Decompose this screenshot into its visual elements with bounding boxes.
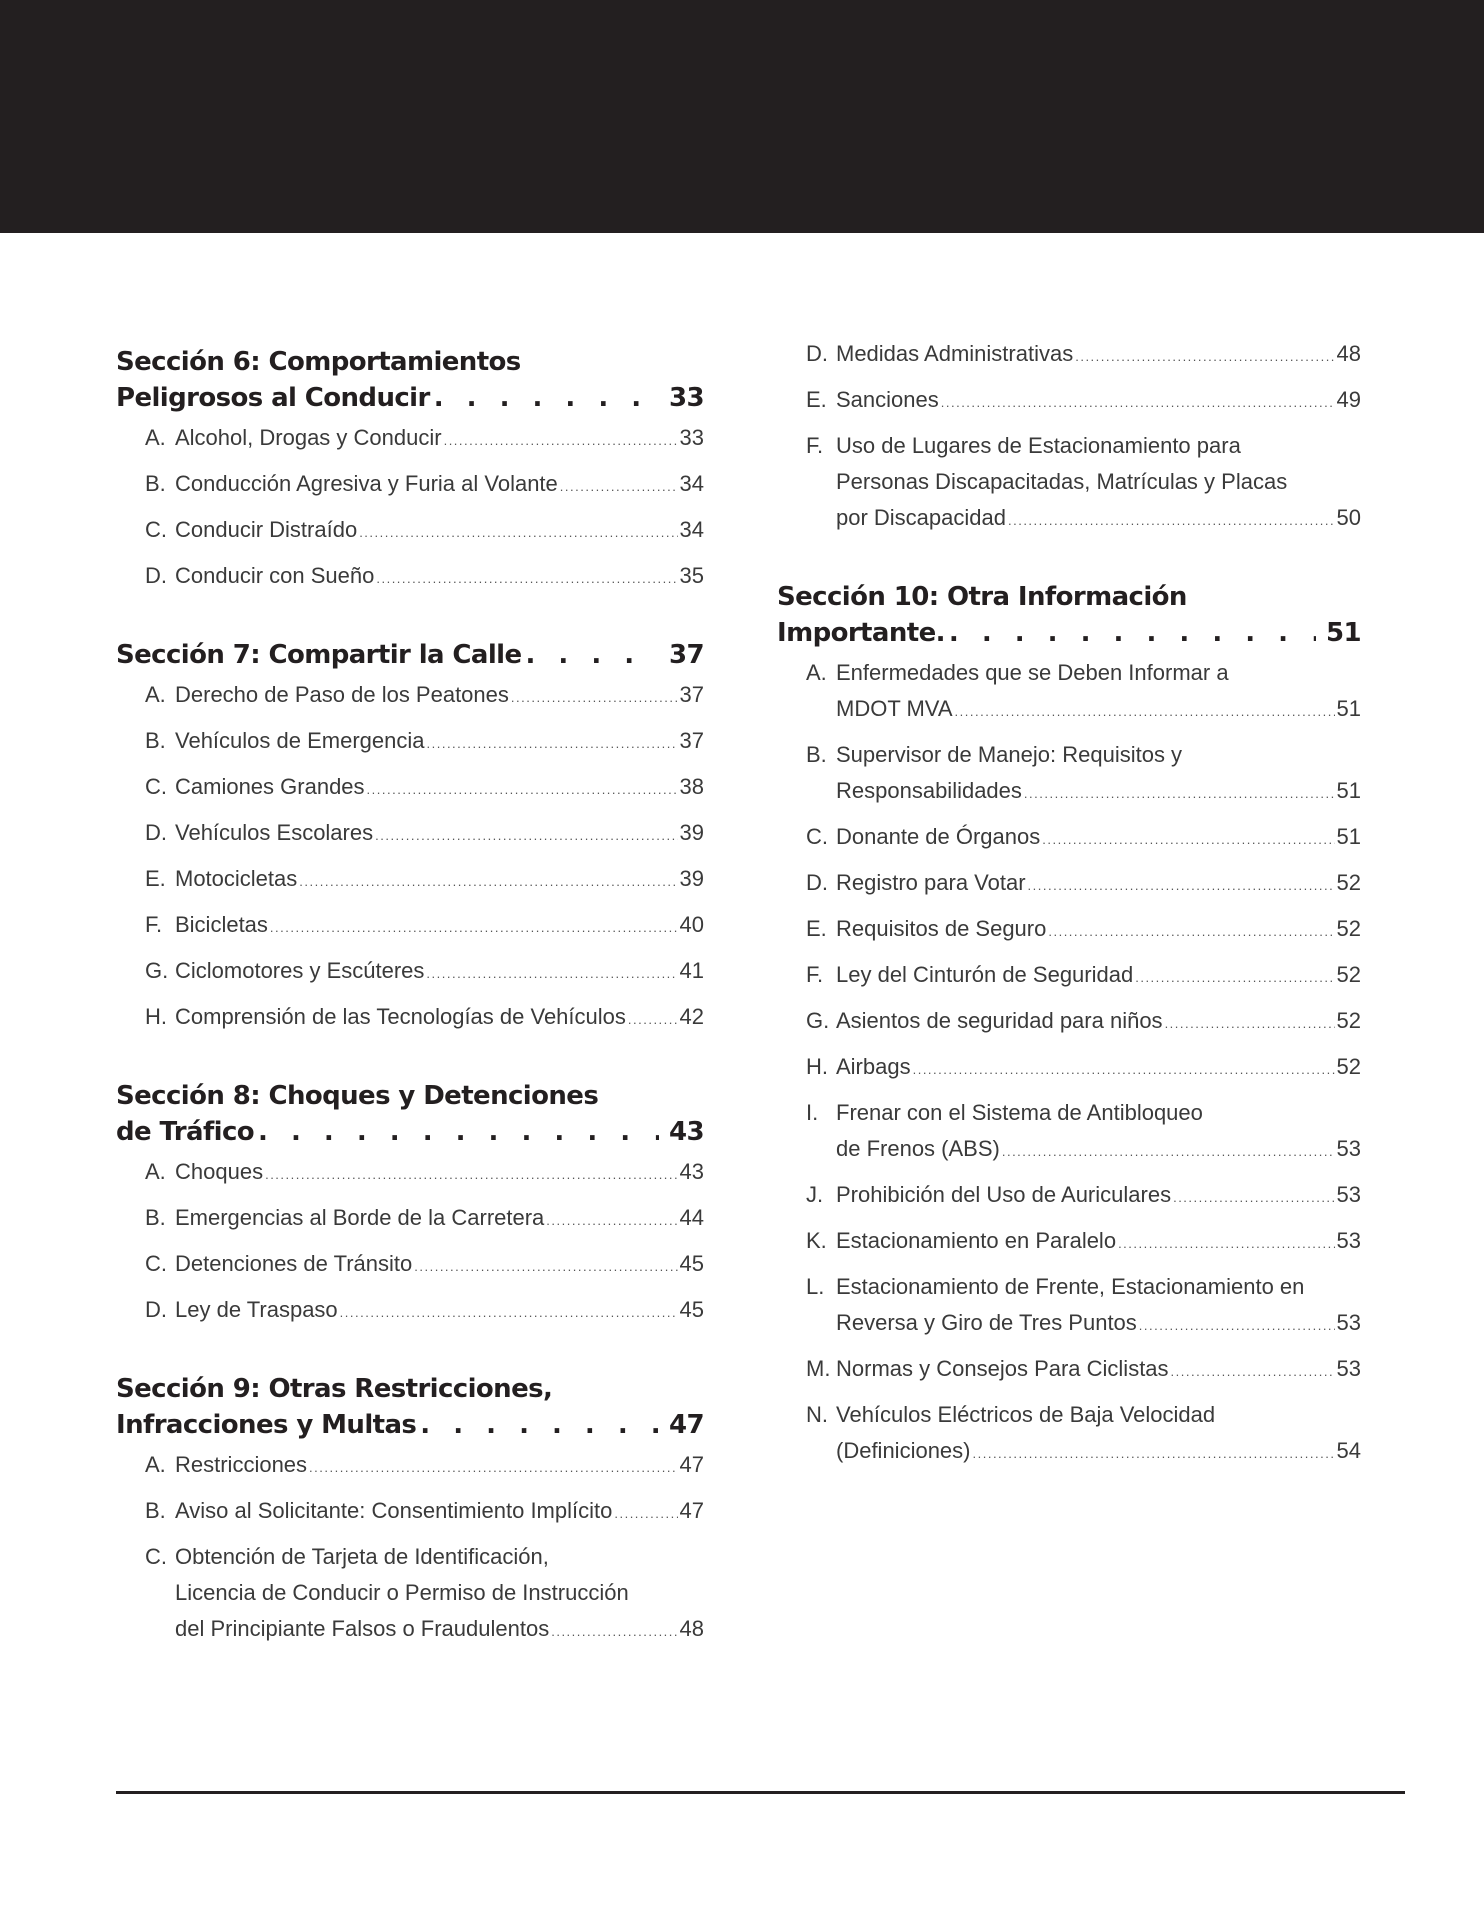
entry-page-number: 52: [1336, 962, 1361, 987]
entry-title: del Principiante Falsos o Fraudulentos: [175, 1616, 550, 1641]
entry-title: Responsabilidades: [836, 778, 1022, 803]
toc-section: [116, 1078, 704, 1331]
entry-letter: B.: [145, 471, 166, 496]
entry-page-number: 33: [679, 425, 704, 450]
entry-letter: J.: [806, 1182, 824, 1207]
entry-page-number: 45: [679, 1251, 704, 1276]
toc-left-column: [116, 344, 704, 1690]
entry-page-number: 51: [1336, 824, 1361, 849]
section-items: [116, 420, 704, 597]
entry-page-number: 37: [679, 728, 704, 753]
section-title-line2: Importante.: [777, 618, 945, 648]
entry-title: Emergencias al Borde de la Carretera: [175, 1205, 545, 1230]
dot-leader: [1042, 822, 1334, 858]
entry-title-line: Obtención de Tarjeta de Identificación,: [175, 1544, 549, 1569]
toc-entry[interactable]: [145, 723, 704, 762]
entry-page-number: 54: [1336, 1438, 1361, 1463]
entry-title: Conducir Distraído: [175, 517, 358, 542]
dot-leader: [375, 818, 677, 854]
entry-letter: H.: [145, 1004, 167, 1029]
entry-page-number: 53: [1336, 1310, 1361, 1335]
header-band: [0, 0, 1484, 233]
toc-entry[interactable]: [806, 911, 1361, 950]
toc-entry[interactable]: [806, 1177, 1361, 1216]
toc-entry[interactable]: [806, 819, 1361, 858]
dot-leader: [1028, 868, 1335, 904]
toc-entry[interactable]: [806, 1269, 1361, 1344]
dot-leader: [949, 615, 1316, 651]
entry-page-number: 52: [1336, 916, 1361, 941]
entry-page-number: 47: [679, 1498, 704, 1523]
dot-leader: [270, 910, 678, 946]
dot-leader: [367, 772, 678, 808]
entry-letter: D.: [145, 820, 167, 845]
toc-entry[interactable]: [145, 677, 704, 716]
entry-title: Ley de Traspaso: [175, 1297, 338, 1322]
dot-leader: [1171, 1354, 1335, 1390]
dot-leader: [941, 385, 1335, 421]
entry-page-number: 43: [679, 1159, 704, 1184]
entry-letter: N.: [806, 1402, 828, 1427]
toc-entry[interactable]: [145, 1246, 704, 1285]
dot-leader: [1002, 1134, 1335, 1170]
entry-page-number: 51: [1336, 778, 1361, 803]
entry-title: Conducción Agresiva y Furia al Volante: [175, 471, 558, 496]
entry-page-number: 35: [679, 563, 704, 588]
entry-letter: B.: [145, 728, 166, 753]
toc-entry[interactable]: [145, 1539, 704, 1650]
toc-section: [116, 344, 704, 597]
entry-title: Prohibición del Uso de Auriculares: [836, 1182, 1172, 1207]
entry-letter: H.: [806, 1054, 828, 1079]
entry-page-number: 52: [1336, 870, 1361, 895]
entry-page-number: 38: [679, 774, 704, 799]
toc-entry[interactable]: [806, 1223, 1361, 1262]
section-items: [116, 1447, 704, 1650]
dot-leader: [560, 469, 678, 505]
toc-entry[interactable]: [806, 336, 1361, 375]
entry-letter: A.: [806, 660, 827, 685]
entry-page-number: 39: [679, 866, 704, 891]
entry-title-line: Enfermedades que se Deben Informar a: [836, 660, 1229, 685]
toc-entry[interactable]: [145, 1200, 704, 1239]
entry-letter: F.: [145, 912, 163, 937]
entry-title: Derecho de Paso de los Peatones: [175, 682, 509, 707]
dot-leader: [1024, 776, 1335, 812]
entry-letter: G.: [806, 1008, 830, 1033]
entry-title: Motocicletas: [175, 866, 298, 891]
entry-title-line: Personas Discapacitadas, Matrículas y Placas: [836, 469, 1288, 494]
entry-title: Camiones Grandes: [175, 774, 365, 799]
dot-leader: [258, 1114, 659, 1150]
dot-leader: [1135, 960, 1334, 996]
entry-page-number: 45: [679, 1297, 704, 1322]
entry-page-number: 53: [1336, 1136, 1361, 1161]
entry-letter: C.: [806, 824, 828, 849]
entry-page-number: 53: [1336, 1356, 1361, 1381]
section-page-number: 47: [669, 1410, 704, 1440]
dot-leader: [299, 864, 677, 900]
dot-leader: [359, 515, 677, 551]
entry-page-number: 48: [679, 1616, 704, 1641]
dot-leader: [444, 423, 678, 459]
entry-title: MDOT MVA: [836, 696, 953, 721]
dot-leader: [1165, 1006, 1335, 1042]
toc-section: [116, 637, 704, 1038]
entry-title: Airbags: [836, 1054, 911, 1079]
entry-page-number: 39: [679, 820, 704, 845]
dot-leader: [551, 1614, 677, 1650]
dot-leader: [1118, 1226, 1334, 1262]
entry-title: por Discapacidad: [836, 505, 1006, 530]
section-title-line1: Sección 10: Otra Información: [777, 582, 1187, 612]
continued-section-9-items: [777, 336, 1361, 539]
toc-entry[interactable]: [145, 1154, 704, 1193]
entry-title: Registro para Votar: [836, 870, 1026, 895]
entry-letter: L.: [806, 1274, 825, 1299]
entry-page-number: 48: [1336, 341, 1361, 366]
toc-entry[interactable]: [806, 865, 1361, 904]
entry-page-number: 53: [1336, 1182, 1361, 1207]
entry-letter: D.: [806, 341, 828, 366]
entry-title-line: Estacionamiento de Frente, Estacionamiento en: [836, 1274, 1305, 1299]
section-items: [777, 655, 1361, 1472]
entry-title: Sanciones: [836, 387, 939, 412]
dot-leader: [434, 380, 659, 416]
entry-page-number: 34: [679, 471, 704, 496]
entry-page-number: 44: [679, 1205, 704, 1230]
entry-title-line: Licencia de Conducir o Permiso de Instrucción: [175, 1580, 629, 1605]
toc-entry[interactable]: [145, 953, 704, 992]
dot-leader: [427, 726, 678, 762]
toc-section: [116, 1371, 704, 1650]
entry-page-number: 37: [679, 682, 704, 707]
entry-title: Conducir con Sueño: [175, 563, 375, 588]
entry-letter: B.: [145, 1498, 166, 1523]
entry-letter: D.: [145, 1297, 167, 1322]
dot-leader: [973, 1436, 1335, 1472]
dot-leader: [309, 1450, 677, 1486]
toc-entry[interactable]: [145, 815, 704, 854]
entry-title: Vehículos de Emergencia: [175, 728, 425, 753]
entry-letter: D.: [806, 870, 828, 895]
entry-letter: C.: [145, 1251, 167, 1276]
entry-title-line: Uso de Lugares de Estacionamiento para: [836, 433, 1241, 458]
entry-title: Asientos de seguridad para niños: [836, 1008, 1163, 1033]
section-heading[interactable]: [116, 1371, 704, 1443]
entry-title: Comprensión de las Tecnologías de Vehículos: [175, 1004, 626, 1029]
entry-title: de Frenos (ABS): [836, 1136, 1000, 1161]
entry-title: (Definiciones): [836, 1438, 971, 1463]
entry-title: Estacionamiento en Paralelo: [836, 1228, 1117, 1253]
section-title-line2: Peligrosos al Conducir: [116, 383, 430, 413]
section-items: [116, 1154, 704, 1331]
entry-letter: A.: [145, 1452, 166, 1477]
dot-leader: [614, 1496, 677, 1532]
toc-entry[interactable]: [806, 1397, 1361, 1472]
entry-title: Detenciones de Tránsito: [175, 1251, 413, 1276]
section-title-line2: Infracciones y Multas: [116, 1410, 417, 1440]
entry-title: Medidas Administrativas: [836, 341, 1074, 366]
section-heading[interactable]: [777, 579, 1361, 651]
entry-title: Choques: [175, 1159, 264, 1184]
dot-leader: [1075, 339, 1334, 375]
section-title-line1: Sección 8: Choques y Detenciones: [116, 1081, 599, 1111]
dot-leader: [1008, 503, 1335, 539]
section-title-line2: Sección 7: Compartir la Calle: [116, 640, 522, 670]
entry-letter: B.: [145, 1205, 166, 1230]
entry-title: Donante de Órganos: [836, 824, 1041, 849]
toc-entry[interactable]: [145, 999, 704, 1038]
dot-leader: [340, 1295, 678, 1331]
entry-page-number: 41: [679, 958, 704, 983]
entry-title-line: Frenar con el Sistema de Antibloqueo: [836, 1100, 1203, 1125]
entry-page-number: 53: [1336, 1228, 1361, 1253]
section-heading[interactable]: [116, 344, 704, 416]
dot-leader: [1048, 914, 1334, 950]
toc-right-column: [777, 341, 1361, 1512]
entry-page-number: 34: [679, 517, 704, 542]
dot-leader: [1173, 1180, 1334, 1216]
entry-letter: K.: [806, 1228, 827, 1253]
footer-rule: [116, 1791, 1405, 1794]
entry-letter: E.: [806, 387, 827, 412]
dot-leader: [265, 1157, 677, 1193]
entry-letter: I.: [806, 1100, 819, 1125]
toc-entry[interactable]: [806, 1003, 1361, 1042]
entry-title: Alcohol, Drogas y Conducir: [175, 425, 442, 450]
toc-entry[interactable]: [145, 769, 704, 808]
entry-letter: A.: [145, 425, 166, 450]
dot-leader: [955, 694, 1335, 730]
entry-page-number: 52: [1336, 1008, 1361, 1033]
toc-entry[interactable]: [145, 558, 704, 597]
section-page-number: 37: [669, 640, 704, 670]
entry-title: Ciclomotores y Escúteres: [175, 958, 425, 983]
section-items: [116, 677, 704, 1038]
dot-leader: [525, 637, 659, 673]
entry-title: Aviso al Solicitante: Consentimiento Implícito: [175, 1498, 613, 1523]
toc-section: [777, 579, 1361, 1472]
entry-page-number: 40: [679, 912, 704, 937]
toc-entry[interactable]: [806, 1095, 1361, 1170]
section-page-number: 33: [669, 383, 704, 413]
section-title-line2: de Tráfico: [116, 1117, 255, 1147]
toc-entry[interactable]: [806, 1351, 1361, 1390]
toc-entry[interactable]: [145, 466, 704, 505]
section-page-number: 51: [1326, 618, 1361, 648]
entry-letter: C.: [145, 1544, 167, 1569]
entry-page-number: 51: [1336, 696, 1361, 721]
entry-page-number: 50: [1336, 505, 1361, 530]
dot-leader: [511, 680, 678, 716]
toc-entry[interactable]: [806, 382, 1361, 421]
dot-leader: [628, 1002, 678, 1038]
entry-letter: M.: [806, 1356, 831, 1381]
entry-letter: C.: [145, 774, 167, 799]
section-page-number: 43: [669, 1117, 704, 1147]
entry-page-number: 42: [679, 1004, 704, 1029]
entry-letter: G.: [145, 958, 169, 983]
entry-title-line: Vehículos Eléctricos de Baja Velocidad: [836, 1402, 1216, 1427]
entry-letter: F.: [806, 962, 824, 987]
section-heading[interactable]: [116, 637, 704, 673]
entry-title: Vehículos Escolares: [175, 820, 374, 845]
entry-page-number: 47: [679, 1452, 704, 1477]
section-title-line1: Sección 6: Comportamientos: [116, 347, 521, 377]
toc-entry[interactable]: [145, 907, 704, 946]
dot-leader: [420, 1407, 659, 1443]
entry-title: Requisitos de Seguro: [836, 916, 1047, 941]
toc-entry[interactable]: [145, 420, 704, 459]
entry-title: Ley del Cinturón de Seguridad: [836, 962, 1134, 987]
section-heading[interactable]: [116, 1078, 704, 1150]
entry-letter: E.: [806, 916, 827, 941]
entry-letter: C.: [145, 517, 167, 542]
entry-letter: A.: [145, 682, 166, 707]
entry-title-line: Supervisor de Manejo: Requisitos y: [836, 742, 1183, 767]
entry-title: Normas y Consejos Para Ciclistas: [836, 1356, 1169, 1381]
entry-letter: E.: [145, 866, 166, 891]
toc-entry[interactable]: [145, 1292, 704, 1331]
section-title-line1: Sección 9: Otras Restricciones,: [116, 1374, 553, 1404]
toc-entry[interactable]: [806, 737, 1361, 812]
dot-leader: [414, 1249, 677, 1285]
entry-title: Reversa y Giro de Tres Puntos: [836, 1310, 1137, 1335]
toc-entry[interactable]: [145, 1493, 704, 1532]
entry-letter: B.: [806, 742, 827, 767]
entry-letter: A.: [145, 1159, 166, 1184]
entry-letter: D.: [145, 563, 167, 588]
toc-entry[interactable]: [806, 655, 1361, 730]
dot-leader: [426, 956, 677, 992]
toc-entry[interactable]: [145, 861, 704, 900]
dot-leader: [913, 1052, 1335, 1088]
dot-leader: [1139, 1308, 1335, 1344]
toc-entry[interactable]: [806, 957, 1361, 996]
toc-entry[interactable]: [145, 1447, 704, 1486]
entry-page-number: 52: [1336, 1054, 1361, 1079]
entry-page-number: 49: [1336, 387, 1361, 412]
toc-entry[interactable]: [806, 1049, 1361, 1088]
toc-entry[interactable]: [806, 428, 1361, 539]
entry-title: Bicicletas: [175, 912, 268, 937]
entry-letter: F.: [806, 433, 824, 458]
dot-leader: [376, 561, 677, 597]
dot-leader: [546, 1203, 677, 1239]
entry-title: Restricciones: [175, 1452, 308, 1477]
toc-entry[interactable]: [145, 512, 704, 551]
